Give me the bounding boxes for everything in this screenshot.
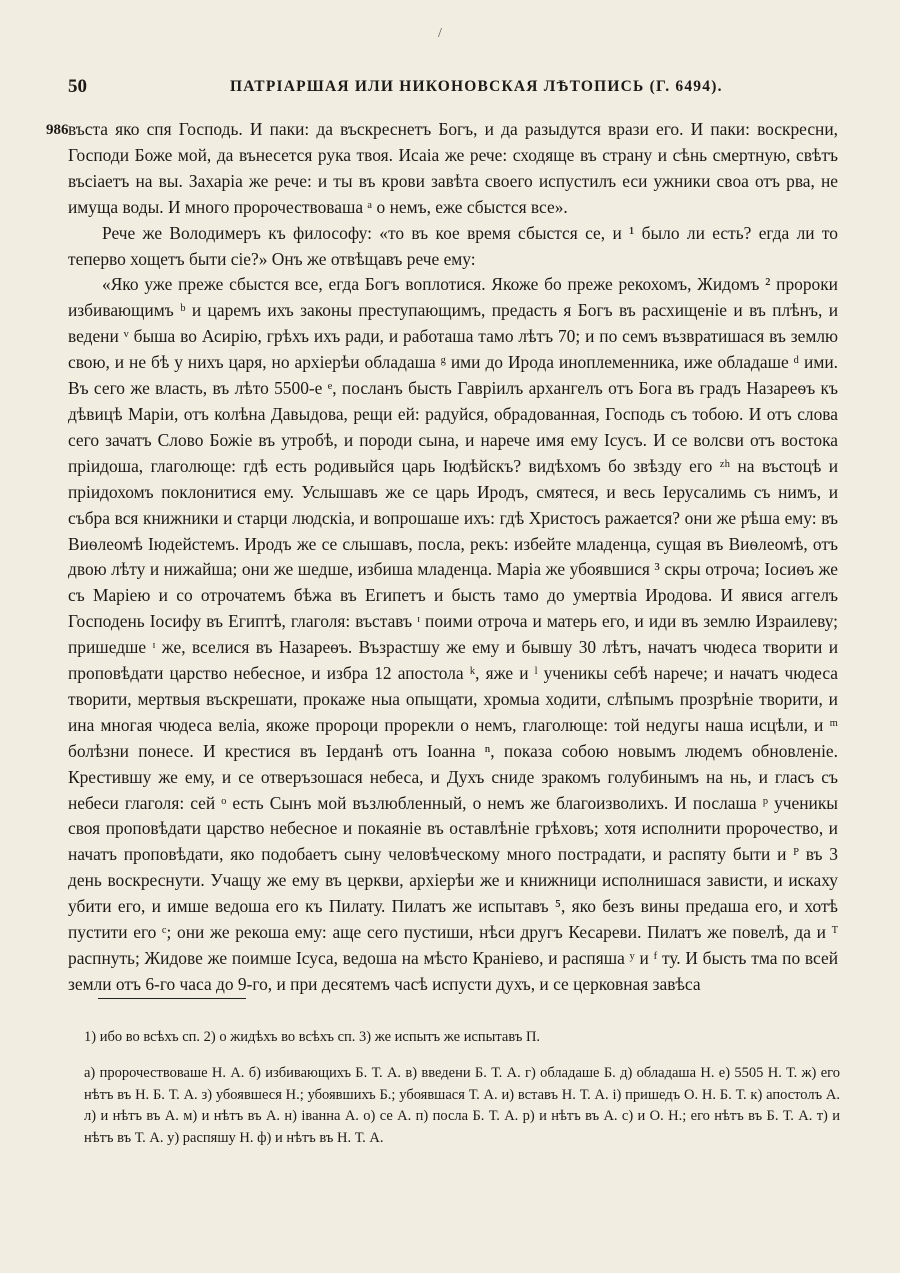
footnotes-main [84,1027,840,1049]
paragraph-1: въста яко спя Господь. И паки: да въскреснетъ Богъ, и да разыдутся врази его. И паки: воскресни, Господи Боже мой, да вънесется рука твоя. Исаіа же рече: сходяще въ страну и сѣнь смертную, свѣтъ въсіаетъ на вы. Захаріа же рече: и ты въ крови завѣта своего испустилъ еси ужники свoа отъ рва, не имуща воды. И много пророчествоваша ᵃ о немъ, еже сбыстся все». [68,119,838,217]
paragraph-2: Рече же Володимеръ къ философу: «то въ кое время сбыстся се, и ¹ было ли есть? егда ли то теперво хощетъ быти сіе?» Онъ же отвѣщавъ рече ему: [68,222,838,269]
page-number: 50 [68,76,87,97]
top-mark: / [438,26,442,41]
running-head: ПАТРІАРШАЯ ИЛИ НИКОНОВСКАЯ ЛѢТОПИСЬ (Г. 6494). [230,78,723,95]
footnote-divider [98,998,246,999]
page-header [68,76,848,104]
footnotes-variants [84,1063,840,1149]
footnote-main-text: 1) ибо во всѣхъ сп. 2) о жидѣхъ во всѣхъ сп. 3) же испытъ же испытавъ П. [84,1029,541,1045]
main-text [68,117,838,998]
footnote-variants-text: а) пророчествоваше Н. А. б) избивающихъ Б. Т. А. в) введени Б. Т. А. г) обладаше Б. д) обладаша Н. е) 5505 Н. Т. ж) его нѣтъ въ Н. Б. Т. А. з) убоявшеся Н.; убоявшихъ Б.; убоявшася Т. А. и) вставъ Н. Т. А. і) пришедъ О. Н. Б. Т. к) апостолъ А. л) и нѣтъ въ А. м) и нѣтъ въ А. н) іванна А. о) се А. п) посла Б. Т. А. р) и нѣтъ въ А. с) и О. Н.; его нѣтъ въ Б. Т. А. т) и нѣтъ въ Т. А. у) распяшу Н. ф) и нѣтъ въ Н. Т. А. [84,1065,840,1146]
paragraph-3: «Яко уже преже сбыстся все, егда Богъ воплотися. Якоже бо преже рекохомъ, Жидомъ ² пророки избивающимъ ᵇ и царемъ ихъ законы преступающимъ, предасть я Богъ въ расхищеніе и въ плѣнъ, и ведени ᵛ быша во Асирію, грѣхъ ихъ ради, и работаша тамо лѣтъ 70; и по семъ възвратишася въ землю свою, и не бѣ у нихъ царя, но архіерѣи обладаша ᵍ ими до Ирода иноплеменника, иже обладаше ᵈ ими. Въ сего же власть, въ лѣто 5500-е ᵉ, посланъ бысть Гавріилъ архангелъ отъ Бога въ градъ Назареѳъ къ дѣвицѣ Маріи, отъ колѣна Давыдова, рещи ей: радуйся, обрадованная, Господь съ тобою. И отъ слова сего зачатъ Слово Божіе въ утробѣ, и породи сына, и нарече имя ему Ісусъ. И се волсви отъ востока пріидоша, глаголюще: гдѣ есть родивыйся царь Іюдѣйскъ? видѣхомъ бо звѣзду его ᶻʰ на въстоцѣ и пріидохомъ поклонитися ему. Услышавъ же се царь Иродъ, смятеся, и весь Іерусалимь съ нимъ, и събра вся книжники и старци людскіа, и вопрошаше ихъ: гдѣ Христосъ ражается? они же рѣша ему: въ Виѳлеомѣ Іюдейстемъ. Иродъ же се слышавъ, посла, рекъ: избейте младенца, сущая въ Виѳлеомѣ, отъ двою лѣту и нижайша; они же шедше, избиша младенца. Маріа же убоявшися ³ скры отроча; Іосиѳъ же съ Маріею и со отрочатемъ бѣжа въ Египетъ и бысть тамо до умертвіа Иродова. И явися аггелъ Господень Іосифу въ Египтѣ, глаголя: въставъ ᶦ поими отроча и матерь его, и иди въ землю Израилеву; пришедше ᶦ же, вселися въ Назареѳъ. Възрастшу же ему и бывшу 30 лѣтъ, начатъ чюдеса творити и проповѣдати царство небесное, и избра 12 апостола ᵏ, яже и ˡ ученикы себѣ нарече; и начатъ чюдеса творити, мертвыя въскрешати, прокаже ныа опыщати, хромыа ходити, слѣпымъ прозрѣніе творити, и ина многая чюдеса веліа, якоже пророци прорекли о немъ, глаголюще: той недугы наша исцѣли, и ᵐ болѣзни понесе. И крестися въ Іерданѣ отъ Іоанна ⁿ, показа собою новымъ людемъ обновленіе. Крестившу же ему, и се отверъзошася небеса, и Духъ сниде зракомъ голубинымъ на нь, и гласъ съ небеси глаголя: сей ᵒ есть Сынъ мой възлюбленный, о немъ же благоизволихъ. И послаша ᵖ ученикы своя проповѣдати царство небесное и покаяніе въ оставлѣніе грѣховъ; хотя исполнити пророчество, и начатъ проповѣдати, яко подобаетъ сыну человѣческому много пострадати, и распяту быти и ᴾ въ 3 день воскреснути. Учащу же ему въ церкви, архіерѣи же и книжници исполнишася зависти, и искаху убити его, и имше ведоша его къ Пилату. Пилатъ же испытавъ ⁵, яко безъ вины предаша его, и хотѣ пустити его ᶜ; они же рекоша ему: аще сего пустиши, нѣси другъ Кесареви. Пилатъ же повелѣ, да и ᵀ распнуть; Жидове же поимше Ісуса, ведоша на мѣсто Краніево, и распяша ʸ и ᶠ ту. И бысть тма по всей земли отъ 6-го часа до 9-го, и при десятемъ часѣ испусти духъ, и се церковная завѣса [68,274,838,994]
margin-year: 986 [46,122,69,138]
